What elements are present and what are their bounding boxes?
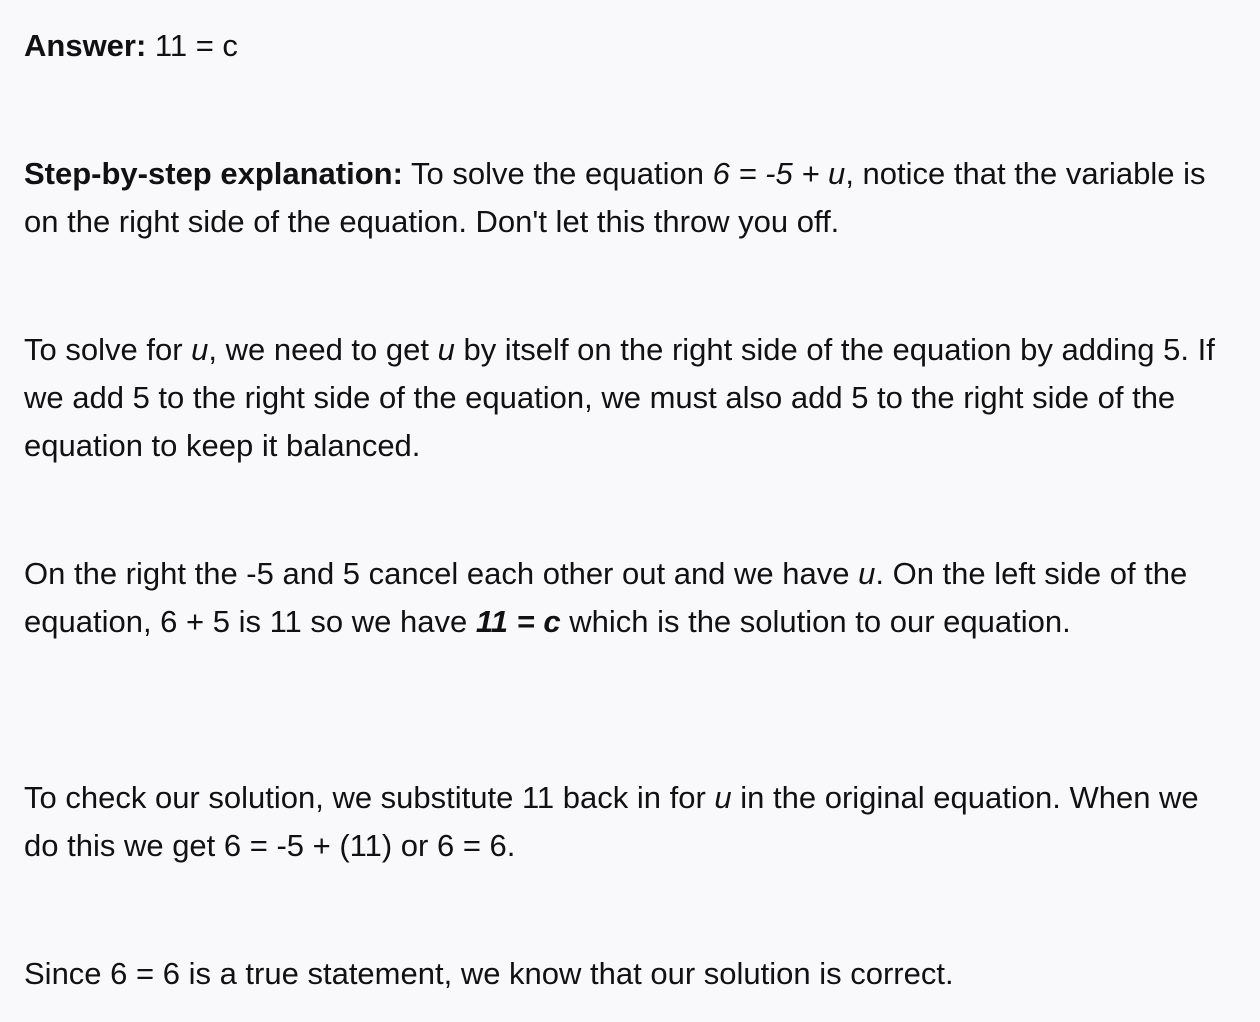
explanation-label: Step-by-step explanation: xyxy=(24,156,403,191)
simplify-text-2: . On the left side of the equation, 6 + 5 is 11 so we have xyxy=(24,556,1188,639)
solve-paragraph xyxy=(24,326,1236,470)
solve-text-2: , we need to get xyxy=(208,332,438,367)
equation-inline: 6 = -5 + u xyxy=(712,156,846,191)
check-text-2: in the original equation. When we do this we get 6 = -5 + (11) or 6 = 6. xyxy=(24,780,1199,863)
variable-u: u xyxy=(714,780,732,815)
simplify-text-1: On the right the -5 and 5 cancel each other out and we have xyxy=(24,556,859,591)
answer-line xyxy=(24,22,1236,70)
conclusion-paragraph xyxy=(24,950,1236,998)
explanation-intro-paragraph xyxy=(24,150,1236,246)
solve-text-3: by itself on the right side of the equation by adding 5. If we add 5 to the right side of the equation, we must also add 5 to the right side of the equation to keep it balanced. xyxy=(24,332,1215,463)
answer-value: 11 = c xyxy=(146,28,238,63)
variable-u: u xyxy=(858,556,876,591)
variable-u: u xyxy=(437,332,455,367)
check-paragraph xyxy=(24,774,1236,870)
check-text-1: To check our solution, we substitute 11 back in for xyxy=(24,780,715,815)
conclusion-text: Since 6 = 6 is a true statement, we know that our solution is correct. xyxy=(24,956,954,991)
answer-label: Answer: xyxy=(24,28,147,63)
intro-text-2: , notice that the variable is on the right side of the equation. Don't let this throw you off. xyxy=(24,156,1206,239)
intro-text-1: To solve the equation xyxy=(402,156,713,191)
simplify-text-3: which is the solution to our equation. xyxy=(560,604,1071,639)
variable-u: u xyxy=(191,332,209,367)
simplify-paragraph xyxy=(24,550,1236,646)
solution-equation: 11 = c xyxy=(475,604,561,639)
solve-text-1: To solve for xyxy=(24,332,192,367)
